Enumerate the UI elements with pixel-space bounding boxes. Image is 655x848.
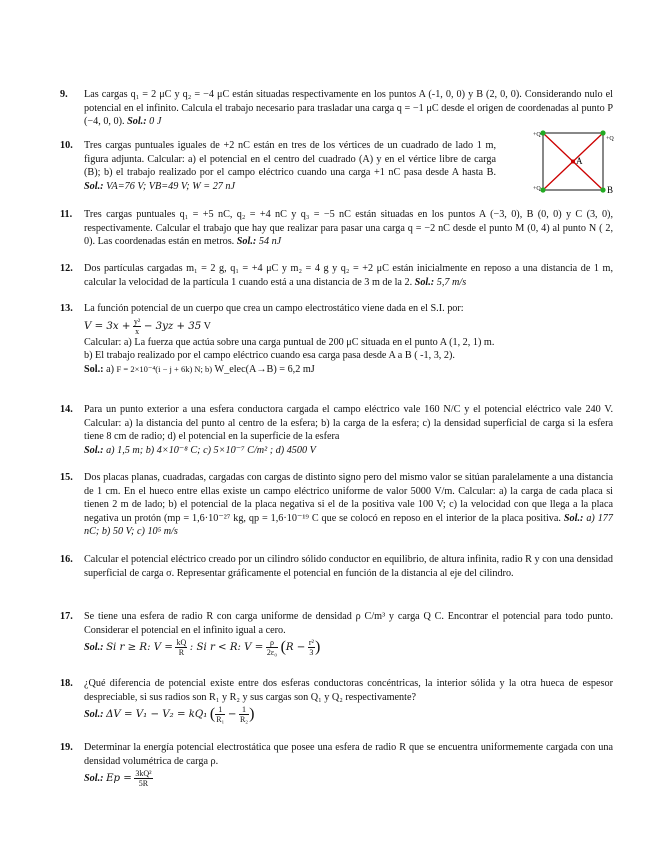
problem-text: Tres cargas puntuales iguales de +2 nC están en tres de los vértices de un cuadrado de lado 1 m, figura adjunta. Calcular: a) el potencial en el centro del cuadrado (A) y en el vértice libre de carga (B); b) el trabajo realizado por el campo eléctrico cuando una carga +1 nC pasa desde A hasta B. bbox=[84, 140, 496, 179]
problem-17: 17. Se tiene una esfera de radio R con carga uniforme de densidad ρ C/m³ y carga Q C. Encontrar el potencial para todo punto. Considerar el potencial en el infinito igual a cero. Sol.: Si r ≥ R: V = $\frac{kQ}{R}$ : Si r < R: V = $\frac{\rho}{\text{2ε₀}}$ (R − $\frac{\text{r²}}{3}$ ) bbox=[60, 611, 613, 658]
problem-number: 11. bbox=[60, 209, 73, 220]
fraction-denominator: R bbox=[178, 648, 185, 658]
question-b: b) El trabajo realizado por el campo eléctrico cuando esa carga pasa desde A a B ( -1, 3, 2). bbox=[84, 350, 455, 362]
fraction-denominator: 5R bbox=[138, 779, 149, 789]
fraction-numerator: kQ bbox=[176, 638, 187, 648]
charge-marker bbox=[540, 130, 545, 135]
question-a: Calcular: a) La fuerza que actúa sobre una carga puntual de 200 μC situada en el punto A (1, 2, 1) m. bbox=[84, 336, 495, 348]
problem-text: Se tiene una esfera de radio R con carga uniforme de densidad ρ C/m³ y carga Q C. Encontrar el potencial para todo punto. Considerar el potencial en el infinito igual a cero. bbox=[84, 611, 613, 636]
problem-text: Dos partículas cargadas m₁ = 2 g, q₁ = +4 μC y m₂ = 4 g y q₂ = +2 μC están inicialmente en reposo a una distancia de 1 m, calcular la velocidad de la partícula 1 cuando está a una distancia de 3 m de la 2. bbox=[84, 263, 613, 288]
fraction-numerator: r² bbox=[308, 638, 314, 648]
solution-label: Sol.: bbox=[127, 116, 147, 128]
problem-number: 14. bbox=[60, 404, 73, 415]
vertex-b-marker bbox=[600, 187, 605, 192]
fraction-denominator: 3 bbox=[309, 648, 314, 658]
solution-value: 54 nJ bbox=[258, 236, 282, 248]
solution-label: Sol.: bbox=[236, 236, 257, 248]
problem-number: 10. bbox=[60, 140, 73, 151]
potential-equation: V = 3x + bbox=[84, 320, 131, 332]
solution-expression: Ep = bbox=[106, 773, 132, 785]
solution-force: F = 2×10⁻⁴(i − j + 6k) N; b) bbox=[116, 363, 213, 374]
problem-15 bbox=[60, 471, 613, 539]
fraction-denominator: R₁ bbox=[216, 715, 225, 725]
problem-number: 15. bbox=[60, 472, 73, 483]
problem-number: 13. bbox=[60, 303, 73, 314]
problem-text: Determinar la energía potencial electrostática que posee una esfera de radio R que se encuentra uniformemente cargada con una densidad volumétrica de carga ρ. bbox=[84, 742, 613, 767]
solution-inside-term: R − bbox=[285, 642, 306, 654]
center-marker bbox=[571, 160, 575, 164]
solution-label: Sol.: bbox=[84, 773, 104, 785]
problem-text: ¿Qué diferencia de potencial existe entre dos esferas conductoras concéntricas, la interior sólida y la otra hueca de espesor despreciable, si sus radios son R₁ y R₂ y sus cargas son Q₁ y Q₂ respectivamente? bbox=[84, 678, 613, 703]
square-charges-figure bbox=[533, 130, 625, 194]
solution-value: 5,7 m/s bbox=[436, 276, 467, 288]
charge-label: +Q bbox=[606, 136, 614, 142]
fraction-numerator: ρ bbox=[266, 638, 278, 648]
problem-9 bbox=[60, 88, 613, 129]
fraction-denominator: 2ε₀ bbox=[266, 648, 278, 658]
problem-text: Calcular el potencial eléctrico creado por un cilindro sólido conductor en equilibrio, de altura infinita, radio R y con una densidad superficial de carga σ. Representar gráficamente el potencial en función de la distancia al eje del cilindro. bbox=[84, 554, 613, 579]
problem-number: 19. bbox=[60, 742, 73, 753]
solution-part-label: a) bbox=[106, 363, 114, 375]
problem-text: Dos placas planas, cuadradas, cargadas con cargas de distinto signo pero del mismo valor se sitúan paralelamente a una distancia de 1 cm. En el hueco entre ellas existe un campo eléctrico uniforme de valor 5000 V/m. Calcular: a) la carga de cada placa si tienen 2 m de lado; b) el potencial de la placa negativa si el de la positiva vale 100 V; c) la velocidad con que llega a la placa negativa un protón (mp = 1,6·10⁻²⁷ kg, qp = 1,6·10⁻¹⁹ C que se colocó en reposo en el interior de la placa positiva. bbox=[84, 472, 613, 524]
solution-label: Sol.: bbox=[563, 512, 584, 524]
problem-18: 18. ¿Qué diferencia de potencial existe entre dos esferas conductoras concéntricas, la interior sólida y la otra hueca de espesor despreciable, si sus radios son R₁ y R₂ y sus cargas son Q₁ y Q₂ respectivamente? Sol.: ΔV = V₁ − V₂ = kQ₁ ( $\frac{1}{\text{R₁}}$ − $\frac{1}{\text{R₂}}$ ) bbox=[60, 678, 613, 725]
solution-label: Sol.: bbox=[84, 444, 104, 456]
fraction-numerator: y² bbox=[133, 316, 141, 326]
solution-label: Sol.: bbox=[84, 709, 104, 721]
problem-12 bbox=[60, 262, 613, 289]
unit-label: V bbox=[203, 320, 211, 332]
fraction-denominator: x bbox=[135, 326, 140, 336]
problem-16 bbox=[60, 553, 613, 580]
solution-label: Sol.: bbox=[84, 363, 104, 375]
problem-number: 17. bbox=[60, 611, 73, 622]
point-b-label: B bbox=[607, 185, 614, 194]
fraction-numerator: 1 bbox=[215, 705, 225, 715]
problem-number: 16. bbox=[60, 554, 73, 565]
solution-label: Sol.: bbox=[84, 642, 104, 654]
problem-11 bbox=[60, 208, 613, 249]
solution-work: W_elec(A→B) = 6,2 mJ bbox=[214, 363, 315, 375]
solution-inside: : Si r < R: V = bbox=[189, 642, 264, 654]
solution-expression: ΔV = V₁ − V₂ = kQ₁ bbox=[106, 709, 208, 721]
problem-text: Tres cargas puntuales q₁ = +5 nC, q₂ = +4 nC y q₃ = −5 nC están situadas en los puntos A (−3, 0), B (0, 0) y C (3, 0), respectivamente. Calcular el trabajo que hay que realizar para pasar una carga q = −2 nC desde el punto M (0, 4) al punto N ( 2, 0). Las coordenadas están en metros. bbox=[84, 209, 613, 248]
problem-number: 12. bbox=[60, 263, 73, 274]
problem-text: Las cargas q₁ = 2 μC y q₂ = −4 μC están situadas respectivamente en los puntos A (-1, 0, 0) y B (2, 0, 0). Considerando nulo el potencial en el infinito. Calcula el trabajo necesario para trasladar una carga q = −1 μC desde el origen de coordenadas al punto P (−4, 0, 0). bbox=[84, 89, 613, 128]
fraction-denominator: R₂ bbox=[239, 715, 249, 725]
potential-equation-rest: − 3yz + 35 bbox=[143, 320, 202, 332]
solution-value: VA=76 V; VB=49 V; W = 27 nJ bbox=[106, 180, 236, 192]
problem-19 bbox=[60, 741, 613, 788]
problem-number: 9. bbox=[60, 89, 68, 100]
point-a-label: A bbox=[576, 156, 583, 166]
fraction-numerator: 1 bbox=[239, 705, 249, 715]
fraction-numerator: 3kQ² bbox=[135, 769, 152, 779]
problem-14 bbox=[60, 403, 613, 457]
charge-label: +Q bbox=[533, 132, 541, 138]
charge-marker bbox=[600, 130, 605, 135]
charge-label: +Q bbox=[533, 186, 541, 192]
charge-marker bbox=[540, 187, 545, 192]
solution-outside: Si r ≥ R: V = bbox=[106, 642, 173, 654]
problem-text: Para un punto exterior a una esfera conductora cargada el campo eléctrico vale 160 N/C y el potencial eléctrico vale 240 V. Calcular: a) la distancia del punto al centro de la esfera; b) la carga de la esfera; c) la densidad superficial de carga si la esfera tiene 8 cm de radio; d) el potencial en la superficie de la esfera bbox=[84, 404, 613, 443]
solution-label: Sol.: bbox=[84, 180, 104, 192]
solution-value: a) 1,5 m; b) 4×10⁻⁸ C; c) 5×10⁻⁷ C/m² ; d) 4500 V bbox=[106, 444, 316, 456]
solution-value: 0 J bbox=[149, 116, 162, 128]
solution-label: Sol.: bbox=[414, 276, 435, 288]
problem-number: 18. bbox=[60, 678, 73, 689]
problem-10 bbox=[60, 139, 613, 193]
problem-13 bbox=[60, 302, 613, 376]
solution-value: a) 177 nC; b) 50 V; c) 10⁵ m/s bbox=[84, 512, 613, 538]
problem-text: La función potencial de un cuerpo que crea un campo electrostático viene dada en el S.I. por: bbox=[84, 303, 464, 314]
